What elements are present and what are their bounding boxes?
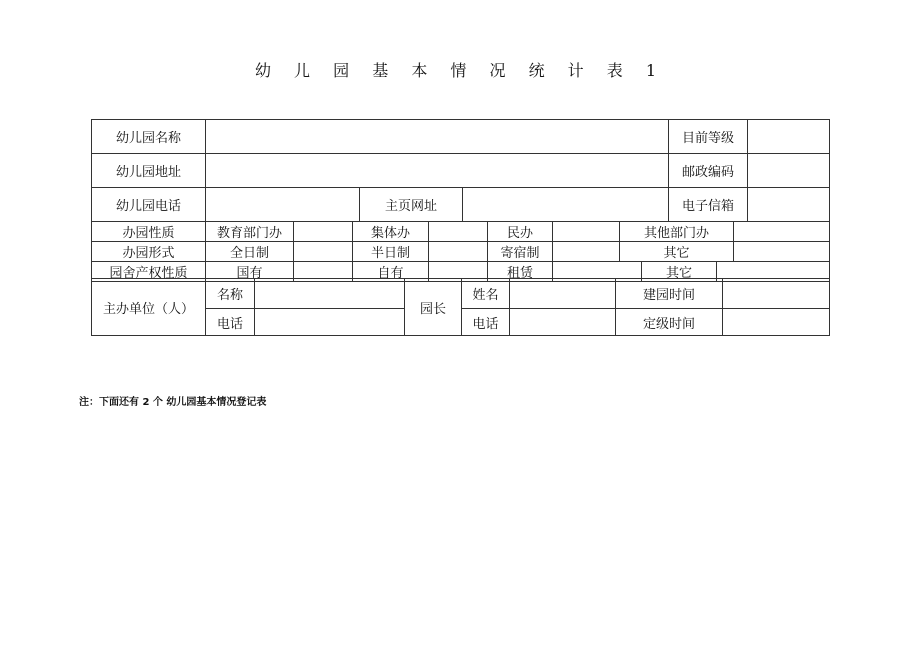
- school-form-label: 办园形式: [92, 242, 206, 262]
- current-level-field[interactable]: [748, 120, 830, 154]
- nature-option-private-field[interactable]: [553, 222, 620, 242]
- homepage-field[interactable]: [463, 188, 669, 222]
- form-option-half-day-field[interactable]: [429, 242, 488, 262]
- property-option-owned: 自有: [353, 262, 429, 282]
- form-table-top: [91, 119, 830, 222]
- form-table-bottom: [91, 278, 830, 336]
- form-option-boarding: 寄宿制: [488, 242, 553, 262]
- kindergarten-address-label: 幼儿园地址: [92, 154, 206, 188]
- director-label: 园长: [405, 279, 462, 336]
- director-name-label: 姓名: [462, 279, 510, 309]
- nature-option-private: 民办: [488, 222, 553, 242]
- form-option-boarding-field[interactable]: [553, 242, 620, 262]
- kindergarten-name-field[interactable]: [206, 120, 669, 154]
- founded-time-label: 建园时间: [616, 279, 723, 309]
- nature-option-collective-field[interactable]: [429, 222, 488, 242]
- property-option-leased: 租赁: [488, 262, 553, 282]
- nature-option-education-dept: 教育部门办: [206, 222, 294, 242]
- form-option-other: 其它: [620, 242, 734, 262]
- kindergarten-phone-label: 幼儿园电话: [92, 188, 206, 222]
- rated-time-field[interactable]: [723, 309, 830, 336]
- sponsor-phone-label: 电话: [206, 309, 255, 336]
- postcode-label: 邮政编码: [669, 154, 748, 188]
- sponsor-name-label: 名称: [206, 279, 255, 309]
- director-phone-field[interactable]: [510, 309, 616, 336]
- school-nature-label: 办园性质: [92, 222, 206, 242]
- nature-option-other-dept: 其他部门办: [620, 222, 734, 242]
- sponsor-label: 主办单位（人）: [92, 279, 206, 336]
- kindergarten-phone-field[interactable]: [206, 188, 360, 222]
- kindergarten-address-field[interactable]: [206, 154, 669, 188]
- nature-option-collective: 集体办: [353, 222, 429, 242]
- form-option-full-day: 全日制: [206, 242, 294, 262]
- form-table-middle: [91, 221, 830, 282]
- kindergarten-name-label: 幼儿园名称: [92, 120, 206, 154]
- current-level-label: 目前等级: [669, 120, 748, 154]
- page-title: 幼 儿 园 基 本 情 况 统 计 表 1: [254, 61, 666, 80]
- rated-time-label: 定级时间: [616, 309, 723, 336]
- sponsor-phone-field[interactable]: [255, 309, 405, 336]
- email-field[interactable]: [748, 188, 830, 222]
- postcode-field[interactable]: [748, 154, 830, 188]
- property-nature-label: 园舍产权性质: [92, 262, 206, 282]
- form-option-full-day-field[interactable]: [294, 242, 353, 262]
- founded-time-field[interactable]: [723, 279, 830, 309]
- property-option-state: 国有: [206, 262, 294, 282]
- sponsor-name-field[interactable]: [255, 279, 405, 309]
- director-name-field[interactable]: [510, 279, 616, 309]
- director-phone-label: 电话: [462, 309, 510, 336]
- form-option-other-field[interactable]: [734, 242, 830, 262]
- footnote: 注：下面还有 2 个 幼儿园基本情况登记表: [79, 397, 267, 408]
- property-option-other: 其它: [642, 262, 717, 282]
- homepage-label: 主页网址: [360, 188, 463, 222]
- form-option-half-day: 半日制: [353, 242, 429, 262]
- email-label: 电子信箱: [669, 188, 748, 222]
- nature-option-other-dept-field[interactable]: [734, 222, 830, 242]
- nature-option-education-dept-field[interactable]: [294, 222, 353, 242]
